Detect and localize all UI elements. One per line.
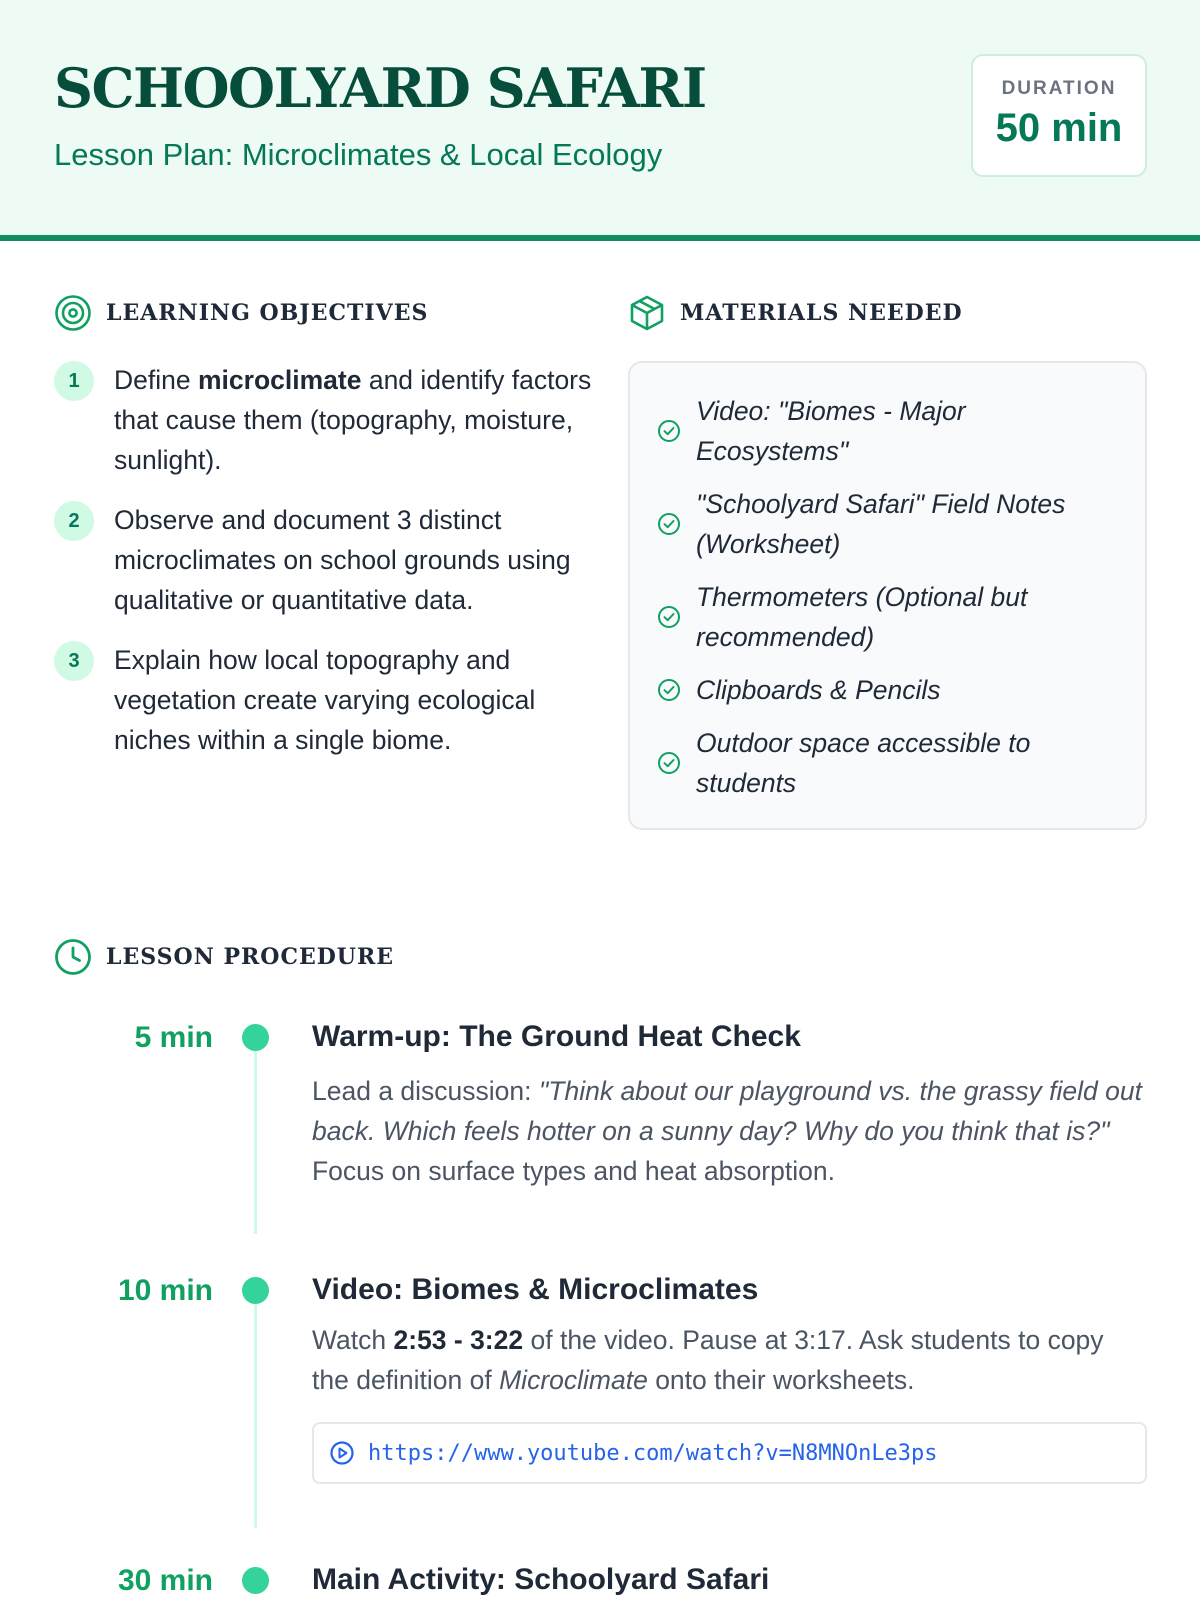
timeline-line xyxy=(254,1304,257,1528)
material-text: Outdoor space accessible to students xyxy=(696,728,1031,798)
step-description: Watch 2:53 - 3:22 of the video. Pause at 3:17. Ask students to copy the definition of Microclimate onto their worksheets. xyxy=(312,1325,1104,1395)
package-icon xyxy=(628,294,666,332)
objectives-heading xyxy=(54,294,428,332)
list-item xyxy=(656,391,1125,471)
lesson-title: SCHOOLYARD SAFARI xyxy=(54,56,706,120)
materials-title: MATERIALS NEEDED xyxy=(680,300,963,326)
step-duration: 10 min xyxy=(117,1274,213,1307)
target-icon xyxy=(54,294,92,332)
objectives-title: LEARNING OBJECTIVES xyxy=(106,300,429,326)
duration-label: DURATION xyxy=(1001,78,1117,99)
list-item xyxy=(656,484,1125,564)
timeline-line xyxy=(254,1051,257,1234)
objective-text: Explain how local topography and vegetation create varying ecological niches within a single biome. xyxy=(114,645,536,755)
procedure-title: LESSON PROCEDURE xyxy=(106,944,395,970)
material-text: Clipboards & Pencils xyxy=(696,675,941,705)
objective-number: 2 xyxy=(54,501,94,541)
video-url[interactable]: https://www.youtube.com/watch?v=N8MNOnLe3ps xyxy=(368,1440,938,1466)
objectives-list xyxy=(54,360,594,780)
material-text: Video: "Biomes - Major Ecosystems" xyxy=(696,396,966,466)
objective-number: 3 xyxy=(54,641,94,681)
objective-text: Define microclimate and identify factors that cause them (topography, moisture, sunlight). xyxy=(114,365,592,475)
step-description: Lead a discussion: "Think about our playground vs. the grassy field out back. Which feels hotter on a sunny day? Why do you think that is?" Focus on surface types and heat absorption. xyxy=(312,1076,1142,1186)
step-title: Main Activity: Schoolyard Safari xyxy=(312,1563,770,1596)
list-item xyxy=(54,500,594,620)
list-item xyxy=(54,640,594,760)
lesson-subtitle: Lesson Plan: Microclimates & Local Ecology xyxy=(54,137,663,172)
timeline-dot xyxy=(242,1024,269,1051)
duration-value: 50 min xyxy=(995,106,1123,150)
video-link[interactable] xyxy=(312,1422,1147,1484)
play-circle-icon xyxy=(328,1439,356,1467)
duration-card xyxy=(971,54,1147,177)
step-duration: 5 min xyxy=(134,1021,213,1054)
check-circle-icon xyxy=(656,677,682,703)
list-item xyxy=(656,723,1125,803)
step-title: Warm-up: The Ground Heat Check xyxy=(312,1020,801,1053)
materials-list xyxy=(628,361,1147,830)
step-title: Video: Biomes & Microclimates xyxy=(312,1273,759,1306)
check-circle-icon xyxy=(656,604,682,630)
objective-number: 1 xyxy=(54,361,94,401)
objective-text: Observe and document 3 distinct microclimates on school grounds using qualitative or quantitative data. xyxy=(114,505,571,615)
timeline-dot xyxy=(242,1567,269,1594)
check-circle-icon xyxy=(656,418,682,444)
check-circle-icon xyxy=(656,511,682,537)
check-circle-icon xyxy=(656,750,682,776)
list-item xyxy=(54,360,594,480)
list-item xyxy=(656,577,1125,657)
procedure-heading xyxy=(54,938,394,976)
materials-heading xyxy=(628,294,963,332)
lesson-header xyxy=(0,0,1200,241)
clock-icon xyxy=(54,938,92,976)
timeline-dot xyxy=(242,1277,269,1304)
step-duration: 30 min xyxy=(117,1564,213,1597)
list-item xyxy=(656,670,1125,710)
material-text: Thermometers (Optional but recommended) xyxy=(696,582,1028,652)
material-text: "Schoolyard Safari" Field Notes (Worksheet) xyxy=(696,489,1066,559)
